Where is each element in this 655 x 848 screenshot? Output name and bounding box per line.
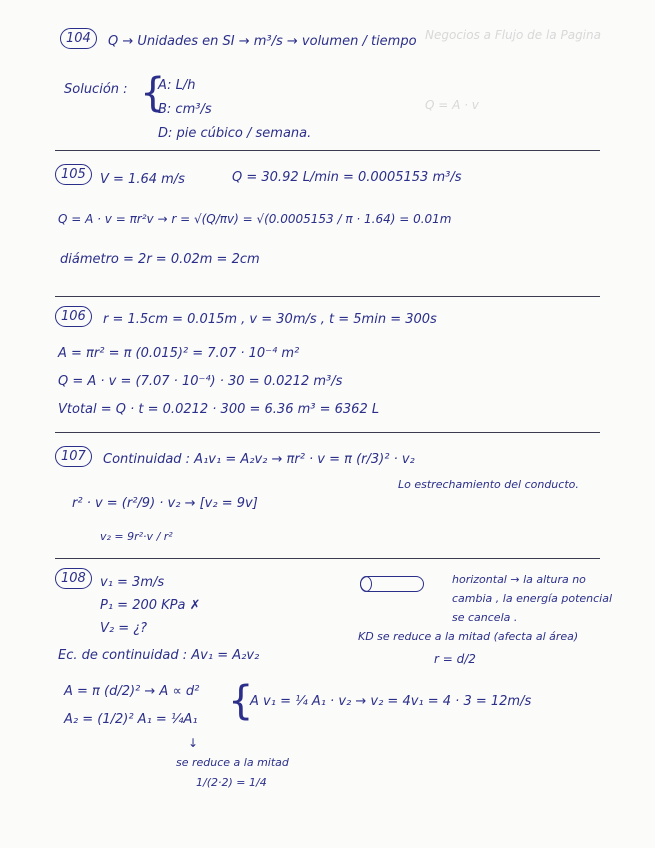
note-line-1: horizontal → la altura no <box>452 573 586 586</box>
reduction-note: se reduce a la mitad <box>176 756 289 769</box>
radius-equation: Q = A · v = πr²v → r = √(Q/πv) = √(0.0005153 / π · 1.64) = 0.01m <box>58 212 452 226</box>
brace: { <box>228 678 254 724</box>
area-proportion: A = π (d/2)² → A ∝ d² <box>64 684 200 699</box>
solution-label: Solución : <box>64 82 128 97</box>
area-calc: A = πr² = π (0.015)² = 7.07 · 10⁻⁴ m² <box>58 346 300 361</box>
given-flow: Q = 30.92 L/min = 0.0005153 m³/s <box>232 170 462 185</box>
divider <box>55 432 600 433</box>
given-p1: P₁ = 200 KPa ✗ <box>100 598 201 613</box>
problem-number: 107 <box>55 446 92 467</box>
answer-b: B: cm³/s <box>158 102 212 117</box>
radius-relation: r = d/2 <box>434 652 476 666</box>
answer-a: A: L/h <box>158 78 196 93</box>
divider <box>55 558 600 559</box>
problem-number: 108 <box>55 568 92 589</box>
note-line-3: se cancela . <box>452 611 518 624</box>
diameter-result: diámetro = 2r = 0.02m = 2cm <box>60 252 260 267</box>
problem-number: 106 <box>55 306 92 327</box>
brace: { <box>140 70 166 116</box>
continuity-equation: Continuidad : A₁v₁ = A₂v₂ → πr² · v = π (r/3)² · v₂ <box>103 452 415 467</box>
answer-d: D: pie cúbico / semana. <box>158 126 312 141</box>
final-result: A v₁ = ¼ A₁ · v₂ → v₂ = 4v₁ = 4 · 3 = 12m/s <box>250 694 532 709</box>
annotation: Lo estrechamiento del conducto. <box>398 478 579 491</box>
continuity-label: Ec. de continuidad : Av₁ = A₂v₂ <box>58 648 260 663</box>
area-ratio: A₂ = (1/2)² A₁ = ¼A₁ <box>64 712 198 727</box>
divider <box>55 296 600 297</box>
arrow-mark: ↓ <box>188 736 199 750</box>
derivation-note: v₂ = 9r²·v / r² <box>100 530 173 543</box>
fraction-note: 1/(2·2) = 1/4 <box>196 776 267 789</box>
pipe-sketch <box>360 576 424 592</box>
volume-calc: Vtotal = Q · t = 0.0212 · 300 = 6.36 m³ = 6362 L <box>58 402 380 417</box>
note-line-2: cambia , la energía potencial <box>452 592 613 605</box>
diameter-note: KD se reduce a la mitad (afecta al área) <box>358 630 579 643</box>
problem-number: 104 <box>60 28 97 49</box>
given-v1: v₁ = 3m/s <box>100 575 165 590</box>
divider <box>55 150 600 151</box>
problem-statement: Q → Unidades en SI → m³/s → volumen / tiempo <box>108 34 417 49</box>
bleed-through-text: Q = A · v <box>425 98 479 112</box>
flow-calc: Q = A · v = (7.07 · 10⁻⁴) · 30 = 0.0212 m³/s <box>58 374 343 389</box>
given-values: r = 1.5cm = 0.015m , v = 30m/s , t = 5min = 300s <box>103 312 437 327</box>
given-v2: V₂ = ¿? <box>100 621 148 636</box>
derivation-step: r² · v = (r²/9) · v₂ → [v₂ = 9v] <box>72 496 258 511</box>
bleed-through-text: Negocios a Flujo de la Pagina <box>425 28 601 42</box>
given-velocity: V = 1.64 m/s <box>100 172 185 187</box>
problem-number: 105 <box>55 164 92 185</box>
